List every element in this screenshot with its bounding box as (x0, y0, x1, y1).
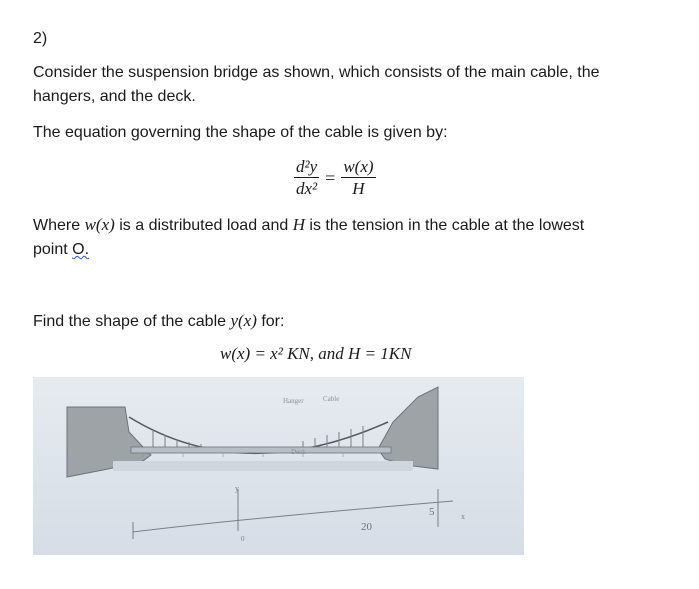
where-prefix: Where (33, 217, 85, 234)
where-wx: w(x) (84, 215, 115, 234)
where-mid: is a distributed load and (114, 217, 293, 234)
lhs-denominator: dx² (296, 179, 318, 198)
equation-intro: The equation governing the shape of the cable is given by: (33, 124, 448, 141)
problem-number: 2) (33, 30, 48, 47)
label-origin: 0 (241, 535, 245, 543)
find-suffix: for: (256, 313, 285, 330)
label-5: 5 (429, 506, 435, 518)
label-deck: Deck (291, 448, 306, 456)
bridge-diagram (33, 377, 524, 555)
given-equation: w(x) = x² KN, and H = 1KN (220, 344, 412, 363)
find-prefix: Find the shape of the cable (33, 313, 231, 330)
label-hanger: Hanger (283, 397, 304, 405)
rhs-numerator: w(x) (343, 157, 374, 176)
point-o: O. (72, 241, 90, 258)
deck (131, 447, 391, 453)
bridge-figure (33, 377, 524, 555)
where-line2-prefix: point (33, 241, 73, 258)
label-y: y (235, 484, 239, 493)
governing-equation (294, 157, 376, 200)
where-h: H (292, 215, 305, 234)
intro-paragraph: Consider the suspension bridge as shown, which consists of the main cable, the hangers, and the deck. (33, 64, 600, 105)
lhs-numerator: d²y (296, 157, 318, 176)
label-x: x (461, 512, 465, 521)
label-cable: Cable (323, 395, 340, 403)
label-20: 20 (361, 521, 372, 533)
find-paragraph (33, 309, 284, 334)
equals-sign: = (325, 168, 336, 188)
where-paragraph (33, 213, 673, 262)
find-yx: y(x) (230, 311, 257, 330)
rhs-denominator: H (352, 179, 365, 198)
where-suffix: is the tension in the cable at the lowest (304, 217, 585, 234)
